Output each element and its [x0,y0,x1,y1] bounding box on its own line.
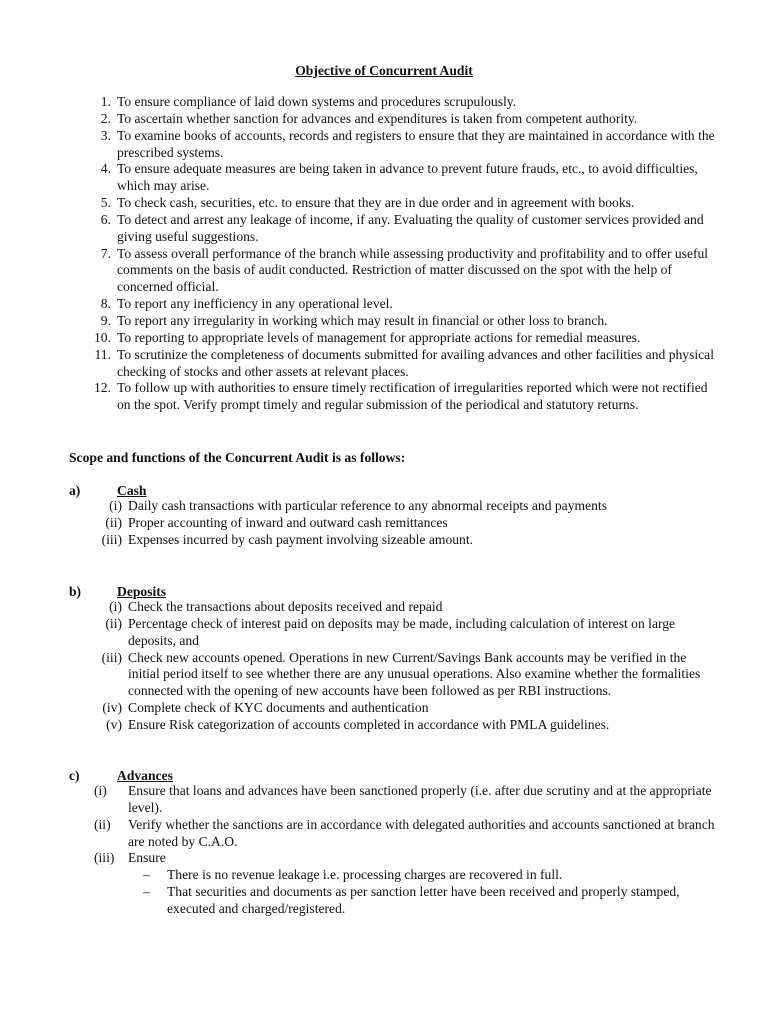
item-number: (i) [109,599,122,614]
list-item [0,700,718,717]
item-number: 11. [94,346,111,362]
item-text: To follow up with authorities to ensure timely rectification of irregularities reported which were not rectified on the spot. Verify prompt timely and regular submission of the periodical and statutory returns. [117,380,708,413]
list-item [0,161,717,195]
item-text: To examine books of accounts, records and registers to ensure that they are maintained in accordance with the prescribed systems. [117,127,715,160]
item-number: 6. [100,211,111,227]
section-title: Advances [117,768,173,783]
item-number: (iii) [101,649,122,665]
item-number: (ii) [105,615,122,631]
advances-items [0,783,718,867]
objectives-list [0,94,717,414]
list-item [0,111,717,128]
item-number: (ii) [105,514,122,530]
list-item [0,717,718,734]
ensure-points [0,867,722,918]
list-item [0,347,717,381]
item-text: Complete check of KYC documents and authentication [128,700,429,716]
item-text: To assess overall performance of the branch while assessing productivity and profitability and to offer useful comments on the basis of audit conducted. Restriction of matter discussed on the spot with the help of concerned official. [117,245,709,295]
item-text: Proper accounting of inward and outward cash remittances [128,514,448,530]
list-item [0,599,718,616]
item-text: To ascertain whether sanction for advances and expenditures is taken from competent authority. [117,110,638,126]
deposits-items [0,599,718,734]
item-number: 4. [100,161,111,177]
item-number: (v) [106,716,122,732]
item-text: Check new accounts opened. Operations in new Current/Savings Bank accounts may be verified in the initial period itself to see whether there are any unusual operations. Also examine whether the formalities connected with the opening of new accounts have been followed as per RBI instructions. [128,649,701,699]
section-title: Cash [117,483,147,498]
item-number: 12. [94,380,111,396]
list-item [0,850,718,867]
list-item [0,498,718,515]
item-text: Ensure [128,850,166,866]
item-number: 7. [100,245,111,261]
item-number: (iv) [102,700,122,716]
list-item [0,195,717,212]
list-item [0,650,718,701]
list-item [0,783,718,817]
list-item [0,532,718,549]
item-text: That securities and documents as per sanction letter have been received and properly stamped, executed and charged/registered. [167,883,680,916]
section-title: Deposits [117,584,167,599]
item-text: To scrutinize the completeness of documents submitted for availing advances and other facilities and physical checking of stocks and other assets at relevant places. [117,346,714,379]
item-number: (i) [109,498,122,513]
list-item [0,515,718,532]
list-item [0,616,718,650]
document-title: Objective of Concurrent Audit [295,63,473,78]
item-number: 3. [100,127,111,143]
item-number: 9. [100,312,111,328]
list-item [0,884,722,918]
item-number: (ii) [94,816,111,832]
list-item [0,817,718,851]
item-text: To report any inefficiency in any operational level. [117,296,393,312]
item-number: 1. [100,94,111,109]
list-item [0,128,717,162]
item-text: Verify whether the sanctions are in accordance with delegated authorities and accounts sanctioned at branch are noted by C.A.O. [128,816,715,849]
section-letter: c) [69,768,80,783]
list-item [0,313,717,330]
list-item [0,380,717,414]
item-number: 8. [100,296,111,312]
item-text: To reporting to appropriate levels of management for appropriate actions for remedial measures. [117,329,641,345]
list-item [0,867,722,884]
item-text: Ensure that loans and advances have been sanctioned properly (i.e. after due scrutiny and at the appropriate level). [128,783,712,815]
item-number: 2. [100,110,111,126]
item-number: 5. [100,195,111,211]
item-text: Ensure Risk categorization of accounts completed in accordance with PMLA guidelines. [128,716,610,732]
list-item [0,330,717,347]
item-text: Percentage check of interest paid on deposits may be made, including calculation of interest on large deposits, and [128,615,676,648]
item-text: To check cash, securities, etc. to ensure that they are in due order and in agreement with books. [117,195,635,211]
item-number: 10. [94,329,111,345]
list-item [0,212,717,246]
item-text: There is no revenue leakage i.e. processing charges are recovered in full. [167,867,563,882]
dash-bullet: – [143,883,150,899]
scope-heading: Scope and functions of the Concurrent Audit is as follows: [69,450,406,465]
section-letter: b) [69,584,82,599]
section-letter: a) [69,483,81,498]
list-item [0,94,717,111]
item-text: To ensure compliance of laid down systems and procedures scrupulously. [117,94,517,109]
dash-bullet: – [143,867,150,882]
item-text: To report any irregularity in working which may result in financial or other loss to branch. [117,312,608,328]
list-item [0,246,717,297]
item-text: To ensure adequate measures are being taken in advance to prevent future frauds, etc., to avoid difficulties, which may arise. [117,161,698,194]
item-text: Daily cash transactions with particular reference to any abnormal receipts and payments [128,498,607,513]
item-number: (i) [94,783,107,798]
item-text: Check the transactions about deposits received and repaid [128,599,443,614]
cash-items [0,498,718,549]
item-text: To detect and arrest any leakage of income, if any. Evaluating the quality of customer services provided and giving useful suggestions. [117,211,704,244]
item-number: (iii) [101,531,122,547]
item-number: (iii) [94,850,115,866]
item-text: Expenses incurred by cash payment involving sizeable amount. [128,531,474,547]
list-item [0,296,717,313]
